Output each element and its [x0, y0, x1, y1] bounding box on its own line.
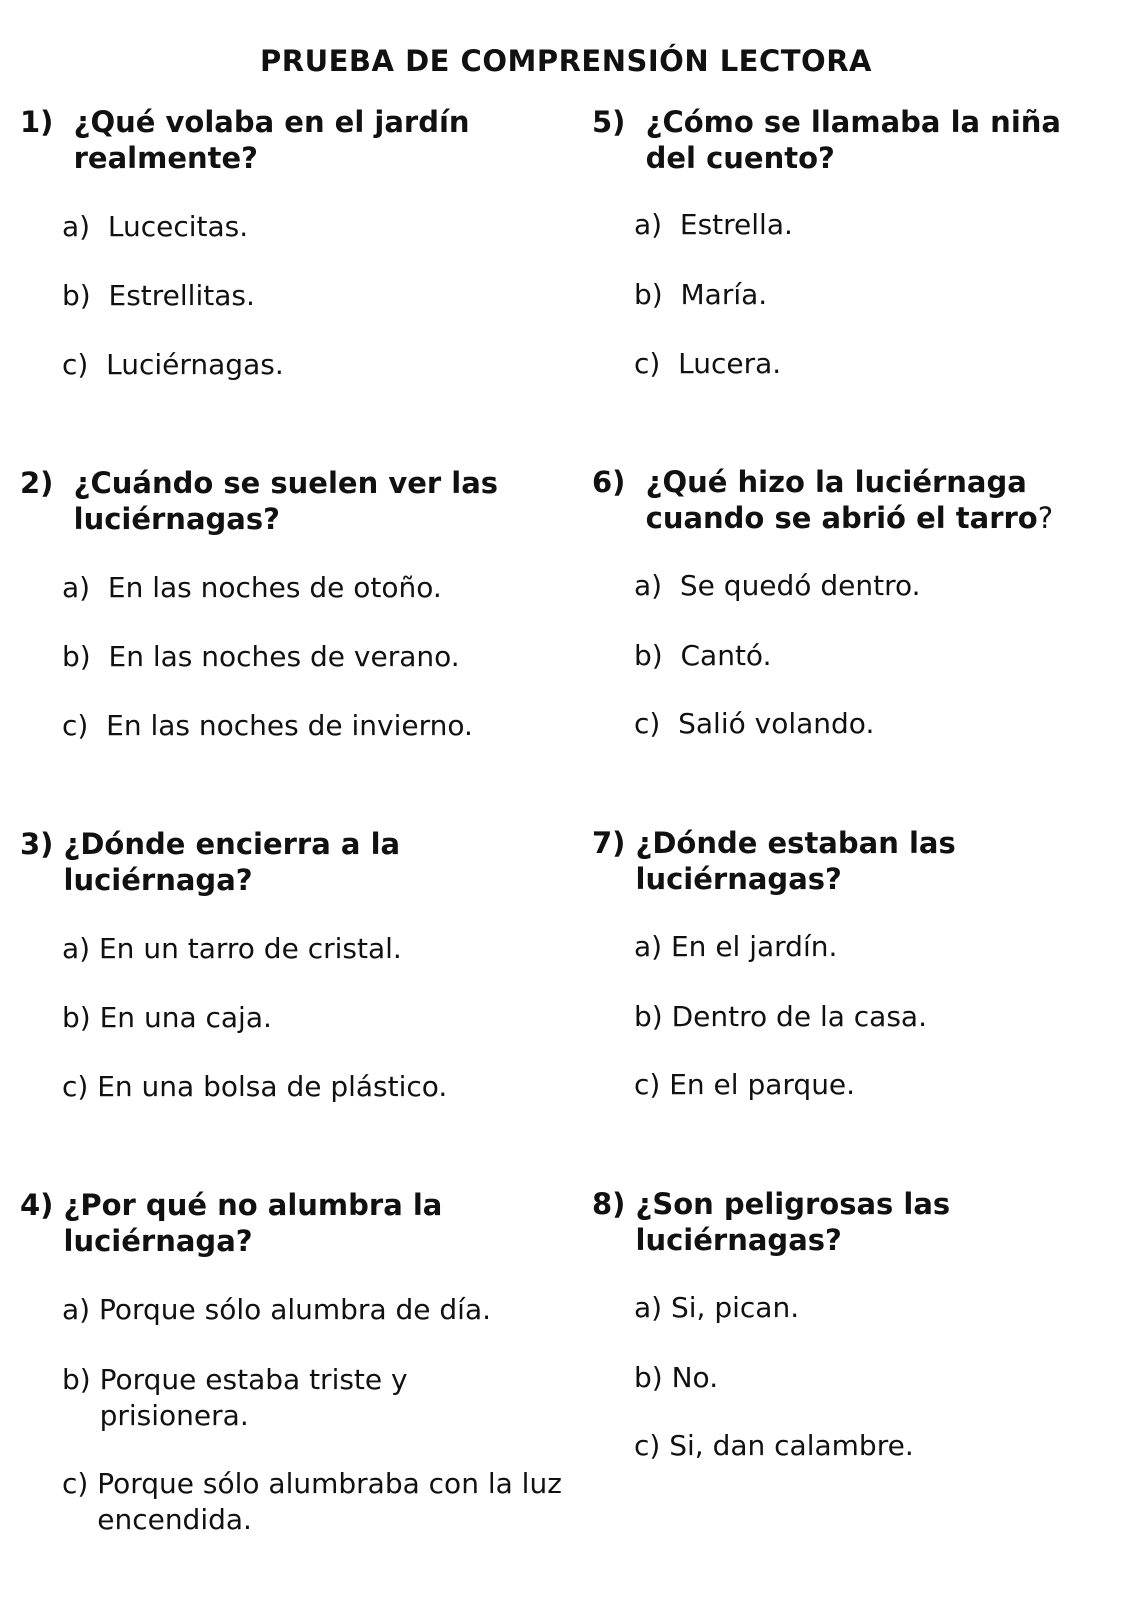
option-letter: b)	[62, 640, 109, 673]
question-5-option-c[interactable]	[634, 346, 1114, 382]
question-2-option-c[interactable]	[62, 708, 542, 744]
question-text	[646, 464, 1122, 536]
question-6-option-b[interactable]	[634, 638, 1114, 674]
page-title: PRUEBA DE COMPRENSIÓN LECTORA	[259, 44, 872, 78]
question-1-option-c[interactable]	[62, 347, 522, 383]
option-letter: a)	[62, 571, 108, 604]
option-text: Dentro de la casa.	[671, 1000, 927, 1033]
option-text: Cantó.	[680, 639, 772, 672]
question-7-title	[592, 825, 1012, 897]
option-text: En el jardín.	[670, 930, 838, 963]
question-3-option-c[interactable]	[62, 1069, 542, 1105]
option-letter: c)	[62, 1467, 98, 1500]
question-7-option-c[interactable]	[634, 1067, 1114, 1103]
question-7	[592, 825, 1012, 897]
option-letter: a)	[62, 1293, 99, 1326]
question-text: ¿Qué volaba en el jardín realmente?	[73, 105, 470, 175]
question-8-option-b[interactable]	[634, 1360, 1114, 1396]
option-text: En una bolsa de plástico.	[97, 1070, 448, 1103]
option-text: Estrellitas.	[108, 279, 255, 312]
option-text: Lucera.	[678, 347, 782, 380]
question-5	[592, 104, 1112, 176]
question-number: 7)	[592, 826, 636, 860]
option-text: En las noches de otoño.	[107, 571, 442, 604]
option-letter: c)	[62, 348, 107, 381]
question-text: ¿Cuándo se suelen ver las luciérnagas?	[73, 466, 499, 536]
option-letter: b)	[634, 1000, 672, 1033]
option-text: En el parque.	[669, 1068, 856, 1101]
question-3-title	[20, 826, 440, 898]
question-number: 8)	[592, 1187, 636, 1221]
question-8-title	[592, 1186, 1012, 1258]
question-5-title	[592, 104, 1112, 176]
question-1-option-b[interactable]	[62, 278, 522, 314]
option-letter: a)	[634, 569, 680, 602]
option-letter: a)	[634, 208, 680, 241]
question-1-option-a[interactable]	[62, 209, 522, 245]
question-7-option-a[interactable]	[634, 929, 1114, 965]
question-1-title	[20, 104, 520, 176]
question-6	[592, 464, 1122, 536]
question-text: ¿Dónde estaban las luciérnagas?	[635, 826, 956, 896]
question-4	[20, 1187, 480, 1259]
option-text: En las noches de verano.	[108, 640, 460, 673]
option-text: Estrella.	[679, 208, 793, 241]
option-letter: a)	[634, 930, 671, 963]
option-letter: c)	[62, 709, 107, 742]
option-letter: b)	[62, 1001, 100, 1034]
option-text: Si, pican.	[670, 1291, 800, 1324]
question-8	[592, 1186, 1012, 1258]
question-3	[20, 826, 440, 898]
option-letter: a)	[634, 1291, 671, 1324]
question-8-option-a[interactable]	[634, 1290, 1114, 1326]
option-letter: c)	[634, 347, 679, 380]
question-number: 5)	[592, 105, 646, 139]
option-letter: c)	[634, 1429, 670, 1462]
question-text-main: ¿Qué hizo la luciérnaga cuando se abrió el tarro	[645, 465, 1038, 535]
question-number: 3)	[20, 827, 64, 861]
question-7-option-b[interactable]	[634, 999, 1114, 1035]
option-letter: b)	[634, 639, 681, 672]
option-text: En un tarro de cristal.	[98, 932, 402, 965]
option-letter: b)	[634, 278, 681, 311]
option-letter: c)	[634, 707, 679, 740]
option-letter: c)	[62, 1070, 98, 1103]
question-text: ¿Son peligrosas las luciérnagas?	[635, 1187, 951, 1257]
question-2-option-a[interactable]	[62, 570, 542, 606]
question-number: 2)	[20, 466, 74, 500]
option-text: Se quedó dentro.	[679, 569, 921, 602]
question-3-option-a[interactable]	[62, 931, 542, 967]
option-letter: b)	[62, 279, 109, 312]
option-letter: a)	[62, 932, 99, 965]
question-8-option-c[interactable]	[634, 1428, 1114, 1464]
option-letter: a)	[62, 210, 108, 243]
question-text: ¿Por qué no alumbra la luciérnaga?	[63, 1188, 443, 1258]
option-text: En una caja.	[99, 1001, 272, 1034]
question-number: 1)	[20, 105, 74, 139]
question-number: 4)	[20, 1188, 64, 1222]
option-text: Porque sólo alumbra de día.	[98, 1293, 492, 1326]
question-mark: ?	[1037, 501, 1054, 535]
question-2-title	[20, 465, 540, 537]
option-text: No.	[671, 1361, 719, 1394]
question-text: ¿Dónde encierra a la luciérnaga?	[63, 827, 401, 897]
option-letter: c)	[634, 1068, 670, 1101]
question-6-option-a[interactable]	[634, 568, 1114, 604]
question-number: 6)	[592, 465, 646, 499]
question-5-option-a[interactable]	[634, 207, 1114, 243]
question-text: ¿Cómo se llamaba la niña del cuento?	[645, 105, 1061, 175]
option-letter: b)	[634, 1361, 672, 1394]
question-5-option-b[interactable]	[634, 277, 1114, 313]
option-text: Luciérnagas.	[106, 348, 284, 381]
question-4-option-a[interactable]	[62, 1292, 562, 1328]
question-4-title	[20, 1187, 480, 1259]
option-text: Si, dan calambre.	[669, 1429, 914, 1462]
question-4-option-c[interactable]	[62, 1466, 562, 1538]
option-text: Lucecitas.	[107, 210, 249, 243]
option-text: Salió volando.	[678, 707, 875, 740]
question-2-option-b[interactable]	[62, 639, 542, 675]
option-text: En las noches de invierno.	[106, 709, 473, 742]
option-letter: b)	[62, 1363, 100, 1396]
question-1	[20, 104, 520, 176]
question-3-option-b[interactable]	[62, 1000, 542, 1036]
question-4-option-b[interactable]	[62, 1362, 482, 1434]
question-6-title	[592, 464, 1122, 536]
question-2	[20, 465, 540, 537]
question-6-option-c[interactable]	[634, 706, 1114, 742]
option-text: Porque estaba triste y prisionera.	[99, 1363, 408, 1432]
option-text: Porque sólo alumbraba con la luz encendida.	[97, 1467, 562, 1536]
option-text: María.	[680, 278, 768, 311]
